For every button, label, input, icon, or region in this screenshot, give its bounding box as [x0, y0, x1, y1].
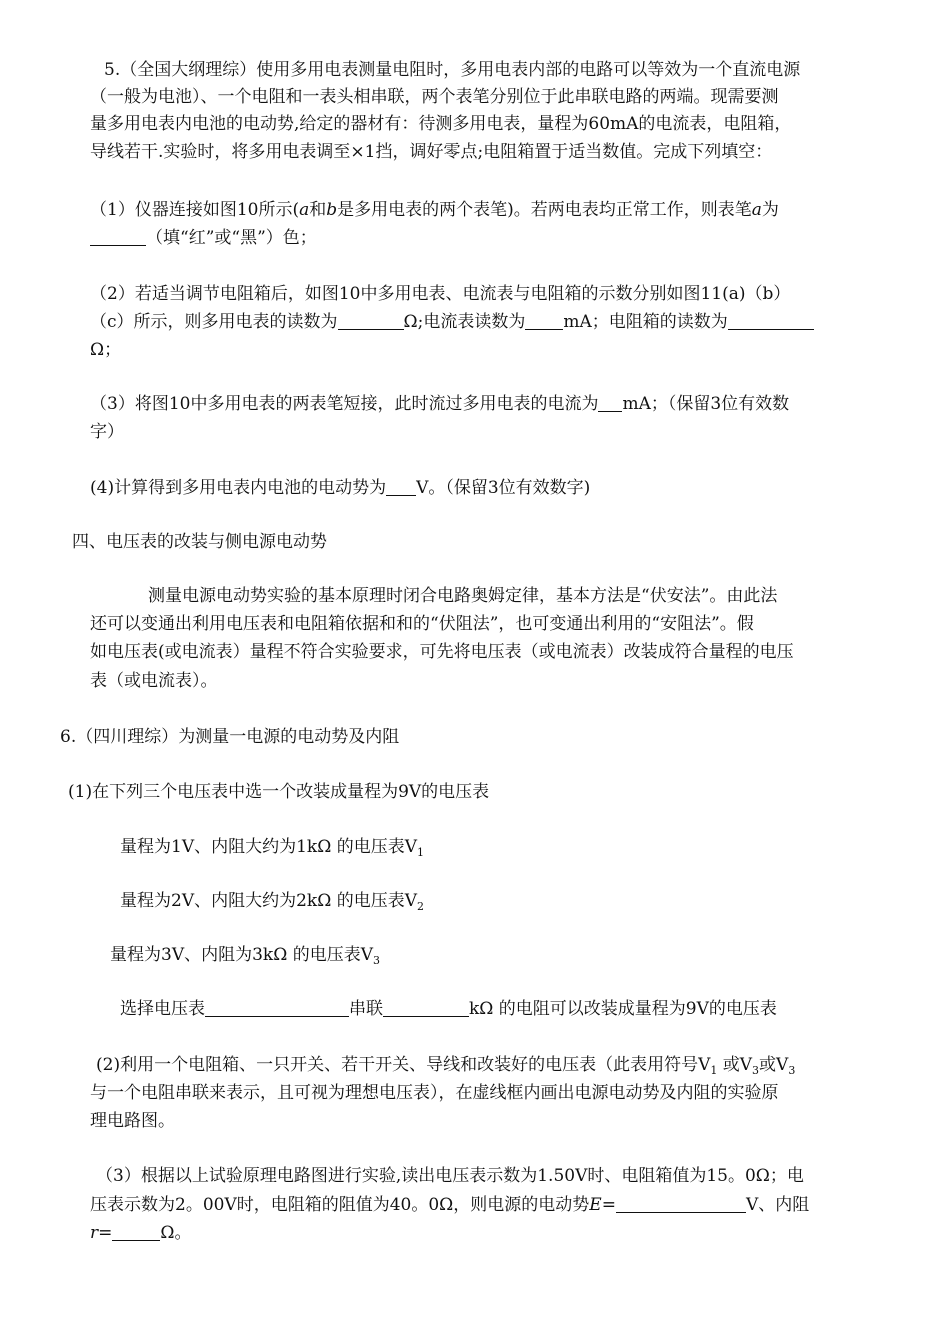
text: 量程为1V、内阻大约为1kΩ 的电压表V: [120, 837, 417, 857]
q6-title: 6.（四川理综）为测量一电源的电动势及内阻: [60, 727, 400, 747]
answer-blank[interactable]: [728, 311, 814, 330]
text: （填“红”或“黑”）色；: [146, 228, 317, 248]
subscript: 1: [417, 846, 424, 859]
q6-part3-line3: [90, 1220, 890, 1246]
text: （c）所示，则多用电表的读数为: [90, 312, 338, 332]
subscript: 2: [417, 900, 424, 913]
q6-part2-line3: 理电路图。: [90, 1111, 175, 1131]
text: 量程为3V、内阻为3kΩ 的电压表V: [110, 945, 373, 965]
q5-line3: 量多用电表内电池的电动势,给定的器材有：待测多用电表，量程为60mA的电流表，电阻箱，: [90, 114, 792, 134]
text: =: [601, 1195, 616, 1215]
q6-part2-line2: 与一个电阻串联来表示，且可视为理想电压表），在虚线框内画出电源电动势及内阻的实验原: [90, 1083, 779, 1103]
answer-blank[interactable]: [338, 311, 404, 330]
answer-blank[interactable]: [383, 998, 469, 1017]
q5-part2-line2: [90, 309, 890, 335]
q5-line2: （一般为电池）、一个电阻和一表头相串联，两个表笔分别位于此串联电路的两端。现需要测: [90, 87, 779, 107]
section-para-line3: 如电压表(或电流表）量程不符合实验要求，可先将电压表（或电流表）改装成符合量程的电压: [90, 642, 794, 662]
text: 压表示数为2。00V时，电阻箱的阻值为40。0Ω，则电源的电动势: [90, 1195, 590, 1215]
text: （1）仪器连接如图10所示(: [90, 200, 300, 220]
q5-part3-line2: 字）: [90, 422, 124, 442]
q5-part2-line3: Ω；: [90, 340, 122, 360]
text: 量程为2V、内阻大约为2kΩ 的电压表V: [120, 891, 417, 911]
q5-line4: 导线若干.实验时，将多用电表调至×1挡，调好零点;电阻箱置于适当数值。完成下列填空：: [90, 142, 773, 162]
answer-blank[interactable]: [112, 1222, 160, 1241]
section-heading: 四、电压表的改装与侧电源电动势: [72, 532, 327, 552]
q6-part3-line1: （3）根据以上试验原理电路图进行实验,读出电压表示数为1.50V时、电阻箱值为15。0Ω；电: [96, 1166, 804, 1186]
text: （3）将图10中多用电表的两表笔短接，此时流过多用电表的电流为: [90, 394, 599, 414]
text: =: [98, 1223, 113, 1243]
section-para-line1: 测量电源电动势实验的基本原理时闭合电路奥姆定律，基本方法是“伏安法”。由此法: [148, 586, 778, 606]
subscript: 1: [710, 1064, 718, 1077]
var-a: a: [299, 200, 310, 220]
text: 和: [309, 200, 327, 220]
var-r: r: [90, 1223, 99, 1243]
var-b: b: [326, 200, 338, 220]
section-para-line4: 表（或电流表）。: [90, 671, 218, 691]
answer-blank[interactable]: [598, 393, 622, 412]
q5-part3-line1: [90, 391, 890, 417]
text: V。（保留3位有效数字): [416, 478, 591, 498]
text: 选择电压表: [120, 999, 205, 1019]
q6-part1: (1)在下列三个电压表中选一个改装成量程为9V的电压表: [68, 782, 490, 802]
text: Ω。: [160, 1223, 192, 1243]
q6-choose-line: [120, 996, 920, 1022]
text: 串联: [349, 999, 383, 1019]
q6-option-v1: [120, 834, 920, 860]
q6-option-v3: [110, 942, 910, 968]
answer-blank[interactable]: [90, 227, 146, 246]
q6-part3-line2: [90, 1192, 890, 1218]
q5-part1-line1: [90, 197, 890, 223]
text: mA；电阻箱的读数为: [563, 312, 728, 332]
text: (2)利用一个电阻箱、一只开关、若干开关、导线和改装好的电压表（此表用符号V: [96, 1055, 711, 1075]
subscript: 3: [752, 1064, 760, 1077]
text: Ω;电流表读数为: [403, 312, 526, 332]
var-e: E: [589, 1195, 602, 1215]
var-a: a: [751, 200, 762, 220]
subscript: 3: [373, 954, 380, 967]
q5-part2-line1: （2）若适当调节电阻箱后，如图10中多用电表、电流表与电阻箱的示数分别如图11(a)（b）: [90, 284, 791, 304]
q6-option-v2: [120, 888, 920, 914]
answer-blank[interactable]: [386, 477, 416, 496]
answer-blank[interactable]: [616, 1194, 746, 1213]
q5-line1: 5.（全国大纲理综）使用多用电表测量电阻时，多用电表内部的电路可以等效为一个直流电源: [104, 60, 801, 80]
text: kΩ 的电阻可以改装成量程为9V的电压表: [469, 999, 777, 1019]
text: 或V: [759, 1055, 789, 1075]
q5-part1-line2: [90, 225, 890, 251]
text: 为: [761, 200, 779, 220]
q5-part4: [90, 475, 890, 501]
text: mA；（保留3位有效数: [622, 394, 790, 414]
subscript: 3: [788, 1064, 796, 1077]
answer-blank[interactable]: [205, 998, 349, 1017]
answer-blank[interactable]: [525, 311, 563, 330]
q6-part2-line1: [96, 1052, 896, 1078]
text: V、内阻: [745, 1195, 810, 1215]
text: 是多用电表的两个表笔)。若两电表均正常工作，则表笔: [337, 200, 752, 220]
text: 或V: [717, 1055, 753, 1075]
section-para-line2: 还可以变通出利用电压表和电阻箱依据和和的“伏阻法”，也可变通出利用的“安阻法”。假: [90, 614, 754, 634]
text: (4)计算得到多用电表内电池的电动势为: [90, 478, 387, 498]
